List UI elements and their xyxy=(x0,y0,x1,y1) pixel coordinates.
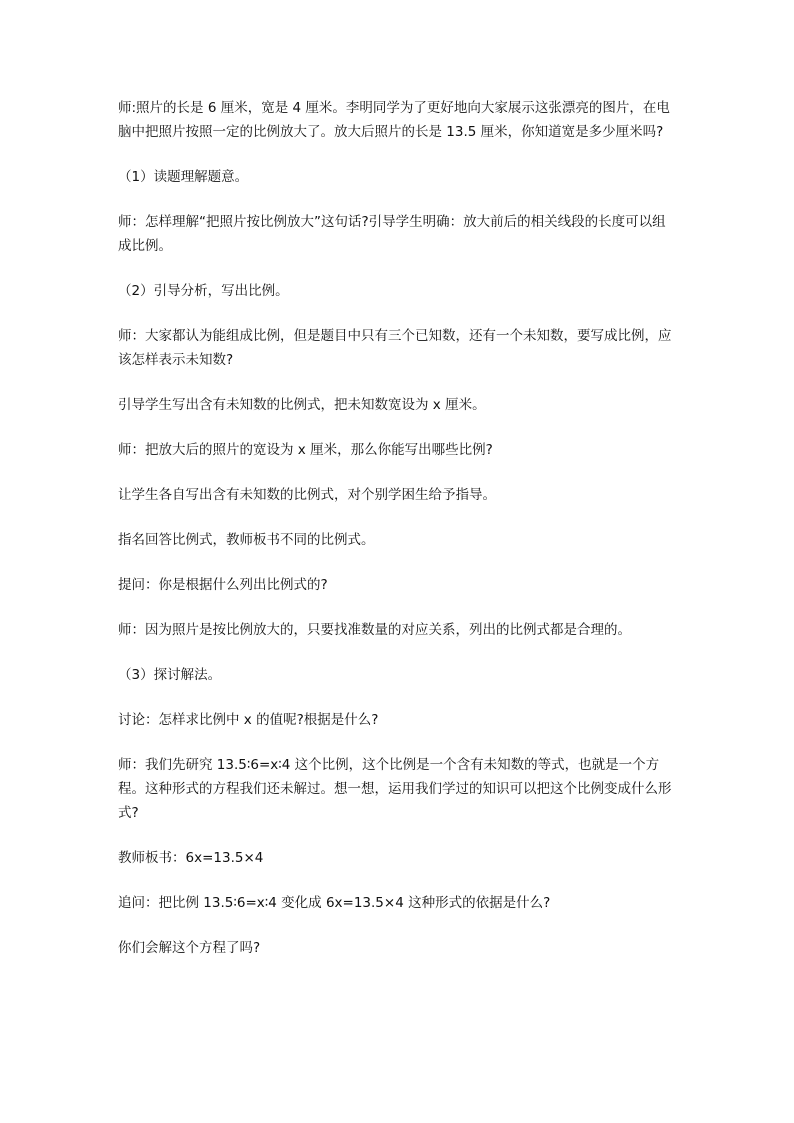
paragraph-teacher-question-1: 师：怎样理解“把照片按比例放大”这句话?引导学生明确：放大前后的相关线段的长度可以组成比例。 xyxy=(118,214,666,254)
paragraph-closing-question: 你们会解这个方程了吗? xyxy=(118,940,261,956)
paragraph-answer-board: 指名回答比例式，教师板书不同的比例式。 xyxy=(118,532,375,548)
paragraph-guide-unknown: 引导学生写出含有未知数的比例式，把未知数宽设为 x 厘米。 xyxy=(118,397,486,413)
paragraph-teacher-summary: 师：因为照片是按比例放大的，只要找准数量的对应关系，列出的比例式都是合理的。 xyxy=(118,622,631,638)
paragraph-teacher-question-2: 师：大家都认为能组成比例，但是题目中只有三个已知数，还有一个未知数，要写成比例，应该怎样表示未知数? xyxy=(118,328,672,368)
paragraph-student-write: 让学生各自写出含有未知数的比例式，对个别学困生给予指导。 xyxy=(118,487,496,503)
paragraph-photo-problem: 师:照片的长是 6 厘米，宽是 4 厘米。李明同学为了更好地向大家展示这张漂亮的图片，在电脑中把照片按照一定的比例放大了。放大后照片的长是 13.5 厘米，你知道宽是多少厘米吗? xyxy=(118,100,670,140)
paragraph-step-3-heading: （3）探讨解法。 xyxy=(118,667,222,683)
paragraph-board-equation: 教师板书：6x=13.5×4 xyxy=(118,850,264,866)
paragraph-teacher-equation: 师：我们先研究 13.5∶6=x∶4 这个比例，这个比例是一个含有未知数的等式，也就是一个方程。这种形式的方程我们还未解过。想一想，运用我们学过的知识可以把这个比例变成什么形式? xyxy=(118,757,672,821)
paragraph-teacher-question-3: 师：把放大后的照片的宽设为 x 厘米，那么你能写出哪些比例? xyxy=(118,442,493,458)
document-body xyxy=(118,96,678,981)
paragraph-question-basis: 提问：你是根据什么列出比例式的? xyxy=(118,577,328,593)
paragraph-discussion: 讨论：怎样求比例中 x 的值呢?根据是什么? xyxy=(118,712,379,728)
paragraph-followup-question: 追问：把比例 13.5∶6=x∶4 变化成 6x=13.5×4 这种形式的依据是什么? xyxy=(118,895,551,911)
paragraph-step-1-heading: （1）读题理解题意。 xyxy=(118,169,249,185)
paragraph-step-2-heading: （2）引导分析，写出比例。 xyxy=(118,283,289,299)
